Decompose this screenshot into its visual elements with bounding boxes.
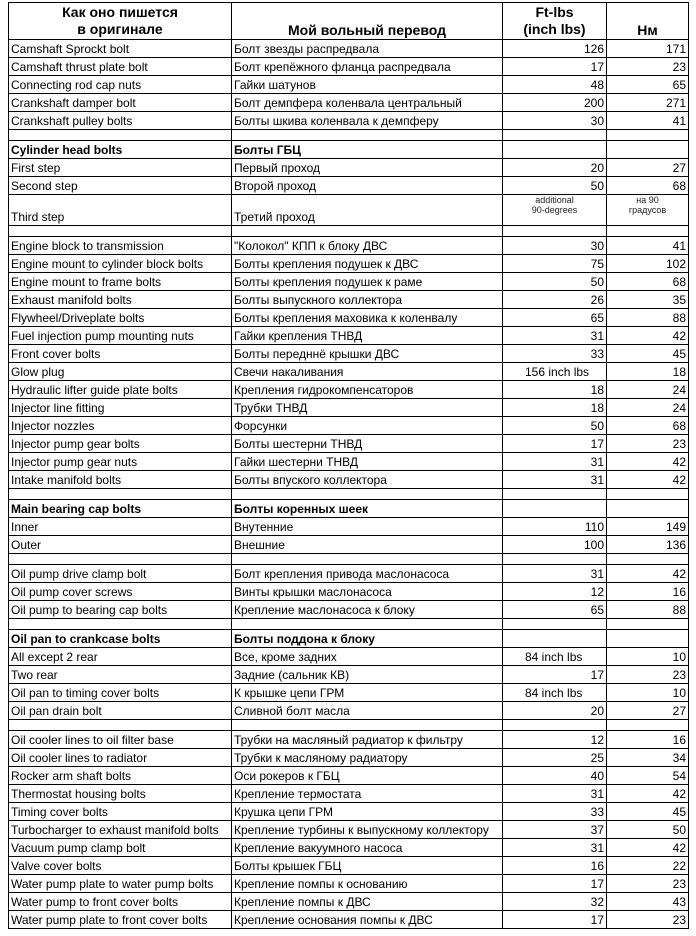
table-row [9, 565, 689, 583]
nm-cell: 149 [607, 518, 689, 536]
translation-cell: "Колокол" КПП к блоку ДВС [232, 237, 503, 255]
spacer-cell [9, 619, 232, 630]
translation-cell: Гайки шатунов [232, 76, 503, 94]
table-row [9, 583, 689, 601]
spacer-cell [607, 554, 689, 565]
original-name-cell: Camshaft Sprockt bolt [9, 40, 232, 58]
nm-cell: 10 [607, 648, 689, 666]
table-row [9, 309, 689, 327]
nm-cell: 42 [607, 785, 689, 803]
translation-cell: Крепление термостата [232, 785, 503, 803]
original-name-cell: Oil pump drive clamp bolt [9, 565, 232, 583]
translation-cell: Второй проход [232, 177, 503, 195]
original-name-cell: Water pump plate to front cover bolts [9, 911, 232, 929]
ftlbs-cell: 30 [503, 112, 607, 130]
nm-cell: 171 [607, 40, 689, 58]
header-original-line1: Как оно пишется [62, 4, 178, 20]
translation-cell: К крышке цепи ГРМ [232, 684, 503, 702]
translation-cell: Болты крепления подушек к ДВС [232, 255, 503, 273]
table-row [9, 363, 689, 381]
table-row [9, 195, 689, 226]
table-row [9, 471, 689, 489]
table-row [9, 237, 689, 255]
translation-cell: Трубки к масляному радиатору [232, 749, 503, 767]
original-name-cell: Glow plug [9, 363, 232, 381]
spacer-row [9, 619, 689, 630]
nm-cell: 23 [607, 58, 689, 76]
translation-cell: Болт крепления привода маслонасоса [232, 565, 503, 583]
nm-cell: 68 [607, 177, 689, 195]
spacer-row [9, 130, 689, 141]
nm-cell: 271 [607, 94, 689, 112]
translation-cell: Гайки крепления ТНВД [232, 327, 503, 345]
original-name-cell: Injector pump gear bolts [9, 435, 232, 453]
ftlbs-cell: 12 [503, 583, 607, 601]
nm-cell: 42 [607, 839, 689, 857]
original-name-cell: Second step [9, 177, 232, 195]
translation-cell: Внутенние [232, 518, 503, 536]
ftlbs-cell: 84 inch lbs [503, 648, 607, 666]
translation-cell: Крепление маслонасоса к блоку [232, 601, 503, 619]
nm-cell: 18 [607, 363, 689, 381]
spacer-row [9, 226, 689, 237]
nm-cell: 42 [607, 327, 689, 345]
table-body [9, 40, 689, 929]
original-name-cell: Water pump to front cover bolts [9, 893, 232, 911]
table-row [9, 684, 689, 702]
nm-cell: 68 [607, 417, 689, 435]
translation-cell: Болт демпфера коленвала центральный [232, 94, 503, 112]
ftlbs-cell: 100 [503, 536, 607, 554]
table-row [9, 159, 689, 177]
nm-cell: 27 [607, 159, 689, 177]
spacer-cell [503, 226, 607, 237]
nm-cell: 43 [607, 893, 689, 911]
translation-cell: Болты передннё крышки ДВС [232, 345, 503, 363]
original-name-cell: Crankshaft damper bolt [9, 94, 232, 112]
table-row [9, 255, 689, 273]
ftlbs-cell: 50 [503, 417, 607, 435]
original-name-cell: Injector pump gear nuts [9, 453, 232, 471]
nm-cell: 42 [607, 453, 689, 471]
original-name-cell: Hydraulic lifter guide plate bolts [9, 381, 232, 399]
original-name-cell: Thermostat housing bolts [9, 785, 232, 803]
original-name-cell: Crankshaft pulley bolts [9, 112, 232, 130]
original-name-cell: Oil pump cover screws [9, 583, 232, 601]
header-nm [607, 3, 689, 40]
original-name-cell: Fuel injection pump mounting nuts [9, 327, 232, 345]
ftlbs-cell: 37 [503, 821, 607, 839]
ftlbs-cell: 31 [503, 453, 607, 471]
translation-cell: Крушка цепи ГРМ [232, 803, 503, 821]
translation-cell: Трубки ТНВД [232, 399, 503, 417]
translation-cell: Крепление помпы к основанию [232, 875, 503, 893]
header-original-line2: в оригинале [77, 21, 163, 37]
nm-cell: 42 [607, 565, 689, 583]
ftlbs-note-line: 90-degrees [531, 205, 578, 215]
ftlbs-cell [503, 500, 607, 518]
table-row [9, 518, 689, 536]
ftlbs-cell: 40 [503, 767, 607, 785]
ftlbs-cell: 17 [503, 435, 607, 453]
table-row [9, 821, 689, 839]
ftlbs-cell: 17 [503, 666, 607, 684]
table-row [9, 112, 689, 130]
nm-cell: 34 [607, 749, 689, 767]
ftlbs-cell: 84 inch lbs [503, 684, 607, 702]
ftlbs-cell: 20 [503, 702, 607, 720]
ftlbs-cell: 31 [503, 839, 607, 857]
translation-cell: Крепления гидрокомпенсаторов [232, 381, 503, 399]
nm-cell [607, 141, 689, 159]
ftlbs-cell: 31 [503, 565, 607, 583]
table-row [9, 291, 689, 309]
ftlbs-cell: 65 [503, 601, 607, 619]
ftlbs-cell: 17 [503, 875, 607, 893]
original-name-cell: Exhaust manifold bolts [9, 291, 232, 309]
table-row [9, 666, 689, 684]
table-row [9, 273, 689, 291]
spacer-cell [607, 720, 689, 731]
translation-cell: Болт звезды распредвала [232, 40, 503, 58]
original-name-cell: Injector nozzles [9, 417, 232, 435]
translation-cell: Сливной болт масла [232, 702, 503, 720]
spacer-cell [607, 130, 689, 141]
nm-cell: 16 [607, 731, 689, 749]
spacer-cell [232, 554, 503, 565]
section-title-translation: Болты коренных шеек [232, 500, 503, 518]
original-name-cell: Oil pan to timing cover bolts [9, 684, 232, 702]
ftlbs-cell: 30 [503, 237, 607, 255]
table-row [9, 893, 689, 911]
original-name-cell: Two rear [9, 666, 232, 684]
translation-cell: Болты крышек ГБЦ [232, 857, 503, 875]
table-row [9, 327, 689, 345]
nm-cell: 136 [607, 536, 689, 554]
nm-cell: 27 [607, 702, 689, 720]
original-name-cell: Rocker arm shaft bolts [9, 767, 232, 785]
ftlbs-note-cell [503, 195, 607, 226]
nm-note-cell [607, 195, 689, 226]
nm-cell: 50 [607, 821, 689, 839]
spacer-cell [503, 619, 607, 630]
table-row [9, 177, 689, 195]
table-row [9, 94, 689, 112]
table-row [9, 76, 689, 94]
ftlbs-cell: 75 [503, 255, 607, 273]
ftlbs-cell: 32 [503, 893, 607, 911]
translation-cell: Все, кроме задних [232, 648, 503, 666]
table-row [9, 453, 689, 471]
ftlbs-cell [503, 141, 607, 159]
nm-cell: 88 [607, 309, 689, 327]
table-row [9, 536, 689, 554]
section-title-original: Oil pan to crankcase bolts [9, 630, 232, 648]
original-name-cell: Engine mount to frame bolts [9, 273, 232, 291]
table-row [9, 648, 689, 666]
original-name-cell: Flywheel/Driveplate bolts [9, 309, 232, 327]
nm-cell: 10 [607, 684, 689, 702]
original-name-cell: Third step [9, 195, 232, 226]
translation-cell: Первый проход [232, 159, 503, 177]
spacer-row [9, 489, 689, 500]
translation-cell: Форсунки [232, 417, 503, 435]
spacer-row [9, 554, 689, 565]
translation-cell: Болт крепёжного фланца распредвала [232, 58, 503, 76]
ftlbs-cell: 65 [503, 309, 607, 327]
torque-spec-table [8, 2, 689, 929]
spacer-cell [503, 554, 607, 565]
spacer-cell [9, 554, 232, 565]
ftlbs-cell: 31 [503, 785, 607, 803]
nm-cell: 23 [607, 875, 689, 893]
ftlbs-cell: 18 [503, 381, 607, 399]
translation-cell: Оси рокеров к ГБЦ [232, 767, 503, 785]
table-row [9, 601, 689, 619]
nm-cell: 22 [607, 857, 689, 875]
header-translation-text: Мой вольный перевод [288, 22, 446, 38]
nm-cell: 41 [607, 112, 689, 130]
spacer-cell [232, 720, 503, 731]
nm-cell: 23 [607, 911, 689, 929]
original-name-cell: Camshaft thrust plate bolt [9, 58, 232, 76]
ftlbs-cell: 18 [503, 399, 607, 417]
nm-note-line: градусов [628, 205, 667, 215]
translation-cell: Внешние [232, 536, 503, 554]
nm-cell: 88 [607, 601, 689, 619]
ftlbs-cell: 26 [503, 291, 607, 309]
section-header-row [9, 500, 689, 518]
original-name-cell: Timing cover bolts [9, 803, 232, 821]
spacer-cell [9, 489, 232, 500]
header-ftlbs [503, 3, 607, 40]
nm-cell: 16 [607, 583, 689, 601]
original-name-cell: Engine block to transmission [9, 237, 232, 255]
table-row [9, 839, 689, 857]
spacer-cell [9, 720, 232, 731]
table-row [9, 381, 689, 399]
spacer-cell [232, 226, 503, 237]
original-name-cell: Connecting rod cap nuts [9, 76, 232, 94]
section-title-translation: Болты ГБЦ [232, 141, 503, 159]
nm-note-line: на 90 [636, 195, 659, 205]
translation-cell: Гайки шестерни ТНВД [232, 453, 503, 471]
spacer-cell [607, 489, 689, 500]
spacer-cell [607, 619, 689, 630]
section-header-row [9, 630, 689, 648]
translation-cell: Трубки на масляный радиатор к фильтру [232, 731, 503, 749]
ftlbs-cell: 50 [503, 177, 607, 195]
original-name-cell: Inner [9, 518, 232, 536]
table-row [9, 857, 689, 875]
ftlbs-cell: 31 [503, 327, 607, 345]
translation-cell: Болты выпускного коллектора [232, 291, 503, 309]
translation-cell: Крепление основания помпы к ДВС [232, 911, 503, 929]
spacer-cell [232, 619, 503, 630]
nm-cell: 23 [607, 435, 689, 453]
header-translation [232, 3, 503, 40]
nm-cell: 68 [607, 273, 689, 291]
nm-cell: 35 [607, 291, 689, 309]
table-row [9, 803, 689, 821]
ftlbs-cell: 110 [503, 518, 607, 536]
nm-cell: 42 [607, 471, 689, 489]
ftlbs-cell: 17 [503, 58, 607, 76]
header-row [9, 3, 689, 40]
section-title-original: Cylinder head bolts [9, 141, 232, 159]
original-name-cell: Valve cover bolts [9, 857, 232, 875]
spacer-cell [503, 720, 607, 731]
translation-cell: Крепление помпы к ДВС [232, 893, 503, 911]
spacer-cell [503, 489, 607, 500]
translation-cell: Третий проход [232, 195, 503, 226]
original-name-cell: Injector line fitting [9, 399, 232, 417]
ftlbs-cell: 50 [503, 273, 607, 291]
original-name-cell: Oil cooler lines to oil filter base [9, 731, 232, 749]
table-row [9, 875, 689, 893]
ftlbs-cell: 20 [503, 159, 607, 177]
spacer-cell [9, 130, 232, 141]
original-name-cell: First step [9, 159, 232, 177]
translation-cell: Болты крепления подушек к раме [232, 273, 503, 291]
section-title-translation: Болты поддона к блоку [232, 630, 503, 648]
ftlbs-cell: 200 [503, 94, 607, 112]
nm-cell: 23 [607, 666, 689, 684]
header-original [9, 3, 232, 40]
table-row [9, 731, 689, 749]
spacer-cell [503, 130, 607, 141]
nm-cell: 24 [607, 381, 689, 399]
table-row [9, 767, 689, 785]
translation-cell: Болты крепления маховика к коленвалу [232, 309, 503, 327]
table-row [9, 40, 689, 58]
translation-cell: Крепление вакуумного насоса [232, 839, 503, 857]
ftlbs-note-line: additional [535, 195, 574, 205]
nm-cell: 54 [607, 767, 689, 785]
spacer-row [9, 720, 689, 731]
table-row [9, 749, 689, 767]
translation-cell: Болты шкива коленвала к демпферу [232, 112, 503, 130]
original-name-cell: Water pump plate to water pump bolts [9, 875, 232, 893]
section-header-row [9, 141, 689, 159]
translation-cell: Винты крышки маслонасоса [232, 583, 503, 601]
ftlbs-cell: 16 [503, 857, 607, 875]
translation-cell: Болты впуского коллектора [232, 471, 503, 489]
ftlbs-cell: 126 [503, 40, 607, 58]
original-name-cell: All except 2 rear [9, 648, 232, 666]
translation-cell: Свечи накаливания [232, 363, 503, 381]
translation-cell: Болты шестерни ТНВД [232, 435, 503, 453]
original-name-cell: Oil pan drain bolt [9, 702, 232, 720]
nm-cell: 41 [607, 237, 689, 255]
nm-cell: 24 [607, 399, 689, 417]
ftlbs-cell: 156 inch lbs [503, 363, 607, 381]
table-row [9, 435, 689, 453]
original-name-cell: Engine mount to cylinder block bolts [9, 255, 232, 273]
ftlbs-cell [503, 630, 607, 648]
table-row [9, 702, 689, 720]
original-name-cell: Turbocharger to exhaust manifold bolts [9, 821, 232, 839]
ftlbs-cell: 33 [503, 803, 607, 821]
nm-cell: 65 [607, 76, 689, 94]
section-title-original: Main bearing cap bolts [9, 500, 232, 518]
spacer-cell [9, 226, 232, 237]
original-name-cell: Oil pump to bearing cap bolts [9, 601, 232, 619]
table-row [9, 417, 689, 435]
spacer-cell [232, 130, 503, 141]
header-ftlbs-line1: Ft-lbs [535, 4, 574, 20]
nm-cell: 45 [607, 803, 689, 821]
ftlbs-cell: 48 [503, 76, 607, 94]
original-name-cell: Vacuum pump clamp bolt [9, 839, 232, 857]
original-name-cell: Front cover bolts [9, 345, 232, 363]
original-name-cell: Oil cooler lines to radiator [9, 749, 232, 767]
spacer-cell [607, 226, 689, 237]
header-ftlbs-line2: (inch lbs) [523, 21, 586, 37]
translation-cell: Крепление турбины к выпускному коллектору [232, 821, 503, 839]
table-row [9, 785, 689, 803]
table-row [9, 345, 689, 363]
table-row [9, 911, 689, 929]
nm-cell: 102 [607, 255, 689, 273]
header-nm-text: Нм [637, 22, 658, 38]
nm-cell: 45 [607, 345, 689, 363]
nm-cell [607, 630, 689, 648]
ftlbs-cell: 25 [503, 749, 607, 767]
ftlbs-cell: 17 [503, 911, 607, 929]
ftlbs-cell: 33 [503, 345, 607, 363]
nm-cell [607, 500, 689, 518]
original-name-cell: Outer [9, 536, 232, 554]
ftlbs-cell: 31 [503, 471, 607, 489]
spacer-cell [232, 489, 503, 500]
table-row [9, 399, 689, 417]
original-name-cell: Intake manifold bolts [9, 471, 232, 489]
table-row [9, 58, 689, 76]
translation-cell: Задние (сальник КВ) [232, 666, 503, 684]
ftlbs-cell: 12 [503, 731, 607, 749]
